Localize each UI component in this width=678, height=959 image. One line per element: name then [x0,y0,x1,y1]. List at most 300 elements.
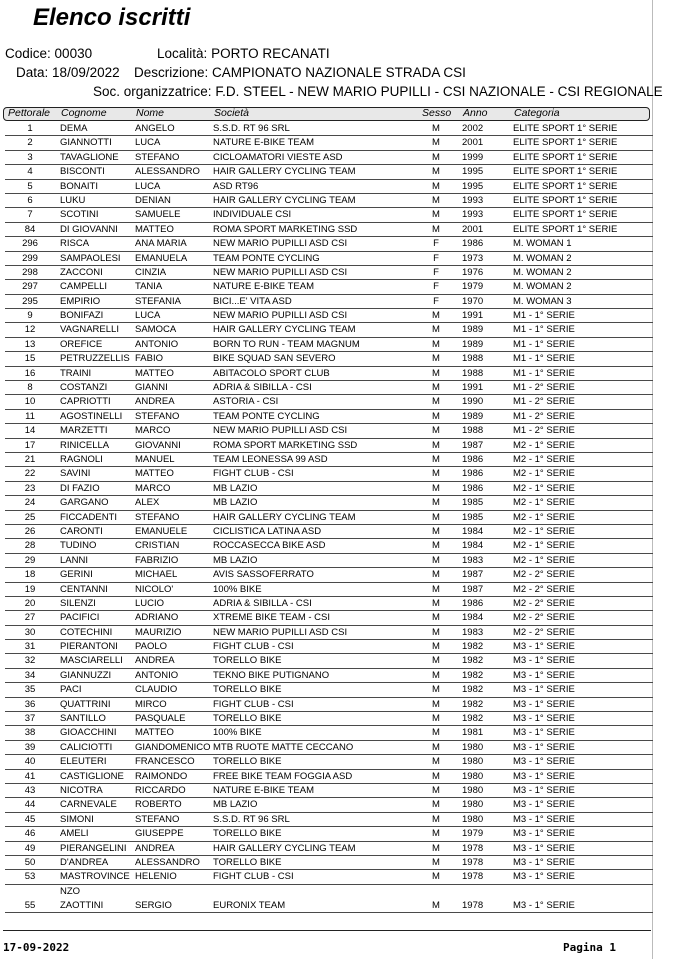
categoria-cell: M2 - 2° SERIE [513,583,575,595]
pettorale-cell: 1 [27,123,33,134]
anno-cell: 1980 [462,799,484,811]
pettorale-cell: 23 [24,482,36,494]
sesso-cell: M [432,338,440,350]
categoria-cell: M. WOMAN 2 [513,252,572,264]
pettorale-cell: 10 [24,396,36,408]
sesso-cell: M [432,784,440,796]
pettorale-cell: 25 [24,511,36,523]
pettorale-cell: 44 [24,799,36,811]
categoria-cell: M1 - 1° SERIE [513,310,575,322]
societa-cell: TORELLO BIKE [213,684,282,696]
categoria-cell: M2 - 2° SERIE [513,569,575,581]
cognome-cell: MASTROVINCE [60,871,130,883]
table-row [5,136,653,150]
sesso-cell: M [432,540,440,552]
societa-cell: ADRIA & SIBILLA - CSI [213,382,312,394]
nome-cell: CLAUDIO [135,684,178,696]
sesso-cell: M [432,324,440,336]
pettorale-cell: 18 [24,569,36,581]
anno-cell: 1983 [462,554,484,566]
anno-cell: 1988 [462,367,484,379]
categoria-cell: M1 - 1° SERIE [513,353,575,365]
categoria-cell: ELITE SPORT 1° SERIE [513,137,618,149]
categoria-cell: M3 - 1° SERIE [513,741,575,753]
cognome-cell: OREFICE [60,338,103,350]
cognome-cell: PACI [60,684,82,696]
pettorale-cell: 12 [24,324,36,336]
categoria-cell: M2 - 1° SERIE [513,497,575,509]
sesso-cell: M [432,727,440,739]
table-row [5,424,653,438]
societa-cell: NEW MARIO PUPILLI ASD CSI [213,266,348,278]
table-row [5,352,653,366]
societa-cell: FREE BIKE TEAM FOGGIA ASD [213,770,353,782]
societa-cell: NEW MARIO PUPILLI ASD CSI [213,310,348,322]
categoria-cell: M3 - 1° SERIE [513,828,575,840]
categoria-cell: ELITE SPORT 1° SERIE [513,166,618,178]
col-categoria: Categoria [514,107,560,119]
nome-cell: MATTEO [135,727,174,739]
societa-cell: TORELLO BIKE [213,856,282,868]
pettorale-cell: 36 [24,698,36,710]
nome-cell: MANUEL [135,453,175,465]
nome-cell: CINZIA [135,266,167,278]
societa-cell: NEW MARIO PUPILLI ASD CSI [213,238,348,250]
pettorale-cell: 296 [22,238,38,250]
sesso-cell: M [432,554,440,566]
descrizione-value: CAMPIONATO NAZIONALE STRADA CSI [212,65,466,80]
categoria-cell: M3 - 1° SERIE [513,655,575,667]
categoria-cell: ELITE SPORT 1° SERIE [513,151,618,163]
table-row [5,755,653,769]
categoria-cell: M1 - 2° SERIE [513,410,575,422]
table-row [5,770,653,784]
sesso-cell: M [432,497,440,509]
anno-cell: 1990 [462,396,484,408]
anno-cell: 1986 [462,238,484,250]
societa-cell: HAIR GALLERY CYCLING TEAM [213,842,356,854]
societa-cell: HAIR GALLERY CYCLING TEAM [213,166,356,178]
anno-cell: 1987 [462,439,484,451]
cognome-cell: CAMPELLI [60,281,107,293]
societa-cell: 100% BIKE [213,583,262,595]
sesso-cell: M [432,166,440,178]
sesso-cell: M [432,410,440,422]
societa-cell: BORN TO RUN - TEAM MAGNUM [213,338,360,350]
pettorale-cell: 299 [22,252,38,264]
societa-cell: NEW MARIO PUPILLI ASD CSI [213,626,348,638]
pettorale-cell: 2 [27,137,33,149]
nome-cell: CRISTIAN [135,540,180,552]
table-row [5,223,653,237]
cognome-cell: EMPIRIO [60,295,101,307]
societa-cell: ASTORIA - CSI [213,396,279,408]
table-row [5,784,653,798]
anno-cell: 1988 [462,353,484,365]
anno-cell: 1991 [462,310,484,322]
societa-cell: MTB RUOTE MATTE CECCANO [213,741,354,753]
cognome-cell: DEMA [60,123,88,134]
sesso-cell: M [432,741,440,753]
categoria-cell: M3 - 1° SERIE [513,871,575,883]
pettorale-cell: 31 [24,641,36,653]
pettorale-cell: 24 [24,497,36,509]
localita-label: Località: [157,46,208,61]
pettorale-cell: 19 [24,583,36,595]
table-row [5,180,653,194]
societa-cell: S.S.D. RT 96 SRL [213,813,290,825]
pettorale-cell: 3 [27,151,33,163]
table-row [5,899,653,913]
nome-cell: LUCA [135,310,161,322]
sesso-cell: M [432,223,440,235]
table-row [5,496,653,510]
nome-cell: ANDREA [135,396,175,408]
cognome-cell: BISCONTI [60,166,105,178]
pettorale-cell: 26 [24,525,36,537]
sesso-cell: M [432,583,440,595]
nome-cell: GIANDOMENICO [135,741,211,753]
pettorale-cell: 55 [24,900,36,912]
categoria-cell: M2 - 2° SERIE [513,597,575,609]
anno-cell: 1978 [462,856,484,868]
cognome-cell: PETRUZZELLIS [60,353,130,365]
table-row [5,726,653,740]
nome-cell: EMANUELE [135,525,188,537]
societa-cell: FIGHT CLUB - CSI [213,468,294,480]
pettorale-cell: 298 [22,266,38,278]
categoria-cell: M2 - 1° SERIE [513,453,575,465]
sesso-cell: M [432,439,440,451]
anno-cell: 2001 [462,137,484,149]
societa-cell: NATURE E-BIKE TEAM [213,281,314,293]
table-row [5,482,653,496]
anno-cell: 1986 [462,468,484,480]
pettorale-cell: 9 [27,310,33,322]
societa-cell: ABITACOLO SPORT CLUB [213,367,330,379]
categoria-cell: M1 - 1° SERIE [513,338,575,350]
pettorale-cell: 37 [24,713,36,725]
societa-cell: ADRIA & SIBILLA - CSI [213,597,312,609]
sesso-cell: M [432,756,440,768]
categoria-cell: M2 - 1° SERIE [513,554,575,566]
sesso-cell: M [432,569,440,581]
cognome-cell: GIANNUZZI [60,669,112,681]
anno-cell: 1984 [462,525,484,537]
nome-cell: RAIMONDO [135,770,188,782]
sesso-cell: M [432,382,440,394]
nome-cell: MATTEO [135,468,174,480]
anno-cell: 1978 [462,900,484,912]
anno-cell: 1991 [462,382,484,394]
pettorale-cell: 35 [24,684,36,696]
societa-cell: NEW MARIO PUPILLI ASD CSI [213,425,348,437]
societa-cell: XTREME BIKE TEAM - CSI [213,612,331,624]
table-row [5,525,653,539]
anno-cell: 1980 [462,784,484,796]
societa-cell: MB LAZIO [213,554,258,566]
soc-value: F.D. STEEL - NEW MARIO PUPILLI - CSI NAZIONALE - CSI REGIONALE [215,84,663,99]
categoria-cell: ELITE SPORT 1° SERIE [513,123,618,134]
anno-cell: 1980 [462,813,484,825]
table-row [5,453,653,467]
societa-cell: ROMA SPORT MARKETING SSD [213,439,358,451]
nome-cell: FABIO [135,353,163,365]
nome-cell: MARCO [135,482,171,494]
anno-cell: 1993 [462,209,484,221]
table-row [5,626,653,640]
nome-cell: STEFANIA [135,295,181,307]
pettorale-cell: 45 [24,813,36,825]
anno-cell: 1982 [462,641,484,653]
soc-label: Soc. organizzatrice: [93,84,212,99]
pettorale-cell: 20 [24,597,36,609]
sesso-cell: M [432,468,440,480]
societa-cell: HAIR GALLERY CYCLING TEAM [213,194,356,206]
cognome-cell: LANNI [60,554,88,566]
anno-cell: 1976 [462,266,484,278]
categoria-cell: M1 - 2° SERIE [513,382,575,394]
anno-cell: 1982 [462,655,484,667]
cognome-cell: SCOTINI [60,209,99,221]
anno-cell: 1986 [462,482,484,494]
cognome-cell: RISCA [60,238,90,250]
pettorale-cell: 43 [24,784,36,796]
nome-cell: GIOVANNI [135,439,181,451]
table-row [5,611,653,625]
anno-cell: 1984 [462,540,484,552]
anno-cell: 1989 [462,410,484,422]
pettorale-cell: 297 [22,281,38,293]
nome-cell: FABRIZIO [135,554,179,566]
societa-cell: TORELLO BIKE [213,655,282,667]
table-row [5,669,653,683]
anno-cell: 1983 [462,626,484,638]
sesso-cell: M [432,453,440,465]
anno-cell: 1984 [462,612,484,624]
sesso-cell: M [432,770,440,782]
table-row [5,698,653,712]
nome-cell: PASQUALE [135,713,186,725]
cognome-cell: COSTANZI [60,382,108,394]
table-row [5,568,653,582]
categoria-cell: ELITE SPORT 1° SERIE [513,180,618,192]
societa-cell: CICLISTICA LATINA ASD [213,525,322,537]
data-label: Data: [16,65,49,80]
iscritti-table [0,122,678,913]
table-row [5,856,653,870]
table-row [5,683,653,697]
sesso-cell: M [432,137,440,149]
nome-cell: DENIAN [135,194,171,206]
cognome-cell: QUATTRINI [60,698,111,710]
anno-cell: 1979 [462,281,484,293]
societa-cell: FIGHT CLUB - CSI [213,641,294,653]
categoria-cell: M. WOMAN 2 [513,266,572,278]
nome-cell: ANTONIO [135,338,179,350]
categoria-cell: M2 - 1° SERIE [513,540,575,552]
categoria-cell: M1 - 2° SERIE [513,396,575,408]
cognome-cell: AGOSTINELLI [60,410,123,422]
societa-cell: EURONIX TEAM [213,900,286,912]
table-row [5,122,653,136]
table-row [5,280,653,294]
nome-cell: ANA MARIA [135,238,187,250]
table-row [5,237,653,251]
categoria-cell: M1 - 1° SERIE [513,324,575,336]
nome-cell: MIRCO [135,698,167,710]
societa-cell: ASD RT96 [213,180,259,192]
societa-cell: MB LAZIO [213,799,258,811]
sesso-cell: M [432,842,440,854]
anno-cell: 1985 [462,511,484,523]
nome-cell: ALEX [135,497,160,509]
pettorale-cell: 41 [24,770,36,782]
codice-value: 00030 [54,46,93,61]
nome-cell: ALESSANDRO [135,856,200,868]
societa-cell: TEAM LEONESSA 99 ASD [213,453,328,465]
categoria-cell: M3 - 1° SERIE [513,669,575,681]
table-row [5,208,653,222]
table-row [5,467,653,481]
categoria-cell: M3 - 1° SERIE [513,684,575,696]
cognome-cell: GARGANO [60,497,109,509]
cognome-cell: ELEUTERI [60,756,107,768]
cognome-cell: RINICELLA [60,439,110,451]
anno-cell: 1980 [462,770,484,782]
categoria-cell: M2 - 1° SERIE [513,511,575,523]
pettorale-cell: 27 [24,612,36,624]
pettorale-cell: 22 [24,468,36,480]
sesso-cell: M [432,310,440,322]
anno-cell: 1980 [462,756,484,768]
cognome-cell: MARZETTI [60,425,108,437]
nome-cell: HELENIO [135,871,177,883]
nome-cell: FRANCESCO [135,756,195,768]
categoria-cell: M2 - 2° SERIE [513,612,575,624]
anno-cell: 1982 [462,698,484,710]
cognome-cell: PIERANGELINI [60,842,127,854]
cognome-cell: TUDINO [60,540,97,552]
pettorale-cell: 28 [24,540,36,552]
sesso-cell: M [432,684,440,696]
categoria-cell: M2 - 1° SERIE [513,468,575,480]
categoria-cell: M3 - 1° SERIE [513,727,575,739]
sesso-cell: M [432,669,440,681]
table-row [5,381,653,395]
table-row [5,654,653,668]
anno-cell: 1982 [462,669,484,681]
table-row [5,194,653,208]
cognome-cell: AMELI [60,828,89,840]
categoria-cell: M. WOMAN 3 [513,295,572,307]
cognome-cell: GIANNOTTI [60,137,112,149]
pettorale-cell: 17 [24,439,36,451]
cognome-cell: D'ANDREA [60,856,109,868]
pettorale-cell: 30 [24,626,36,638]
nome-cell: PAOLO [135,641,168,653]
anno-cell: 1986 [462,453,484,465]
table-row [5,410,653,424]
anno-cell: 1981 [462,727,484,739]
anno-cell: 1978 [462,871,484,883]
sesso-cell: M [432,353,440,365]
nome-cell: ROBERTO [135,799,182,811]
societa-cell: HAIR GALLERY CYCLING TEAM [213,324,356,336]
nome-cell: MATTEO [135,223,174,235]
nome-cell: SAMUELE [135,209,181,221]
pettorale-cell: 32 [24,655,36,667]
table-row [5,338,653,352]
sesso-cell: M [432,799,440,811]
nome-cell: GIANNI [135,382,168,394]
sesso-cell: M [432,828,440,840]
cognome-cell: DI FAZIO [60,482,100,494]
pettorale-cell: 38 [24,727,36,739]
cognome-cell: NZO [60,885,81,897]
sesso-cell: M [432,698,440,710]
table-row [5,554,653,568]
localita-value: PORTO RECANATI [211,46,330,61]
pettorale-cell: 40 [24,756,36,768]
anno-cell: 1995 [462,166,484,178]
sesso-cell: M [432,123,440,134]
societa-cell: FIGHT CLUB - CSI [213,871,294,883]
sesso-cell: M [432,813,440,825]
nome-cell: GIUSEPPE [135,828,184,840]
codice-label: Codice: [5,46,51,61]
table-row [5,323,653,337]
sesso-cell: F [433,295,439,307]
nome-cell: EMANUELA [135,252,188,264]
societa-cell: NATURE E-BIKE TEAM [213,784,314,796]
sesso-cell: M [432,209,440,221]
sesso-cell: M [432,856,440,868]
sesso-cell: M [432,655,440,667]
pettorale-cell: 8 [27,382,33,394]
col-nome: Nome [136,107,165,119]
sesso-cell: M [432,396,440,408]
table-row [5,741,653,755]
nome-cell: STEFANO [135,813,180,825]
anno-cell: 2001 [462,223,484,235]
table-row [5,640,653,654]
societa-cell: MB LAZIO [213,482,258,494]
anno-cell: 2002 [462,123,484,134]
cognome-cell: NICOTRA [60,784,103,796]
nome-cell: RICCARDO [135,784,186,796]
categoria-cell: M2 - 1° SERIE [513,525,575,537]
table-row [5,266,653,280]
cognome-cell: RAGNOLI [60,453,103,465]
sesso-cell: M [432,180,440,192]
cognome-cell: CARONTI [60,525,103,537]
societa-cell: TORELLO BIKE [213,756,282,768]
categoria-cell: M3 - 1° SERIE [513,756,575,768]
cognome-cell: GERINI [60,569,93,581]
categoria-cell: M2 - 1° SERIE [513,482,575,494]
data-value: 18/09/2022 [52,65,120,80]
cognome-cell: COTECHINI [60,626,113,638]
cognome-cell: CASTIGLIONE [60,770,124,782]
table-row [5,597,653,611]
cognome-cell: TAVAGLIONE [60,151,119,163]
anno-cell: 1980 [462,741,484,753]
table-row [5,827,653,841]
pettorale-cell: 21 [24,453,36,465]
societa-cell: TEKNO BIKE PUTIGNANO [213,669,330,681]
cognome-cell: FICCADENTI [60,511,117,523]
